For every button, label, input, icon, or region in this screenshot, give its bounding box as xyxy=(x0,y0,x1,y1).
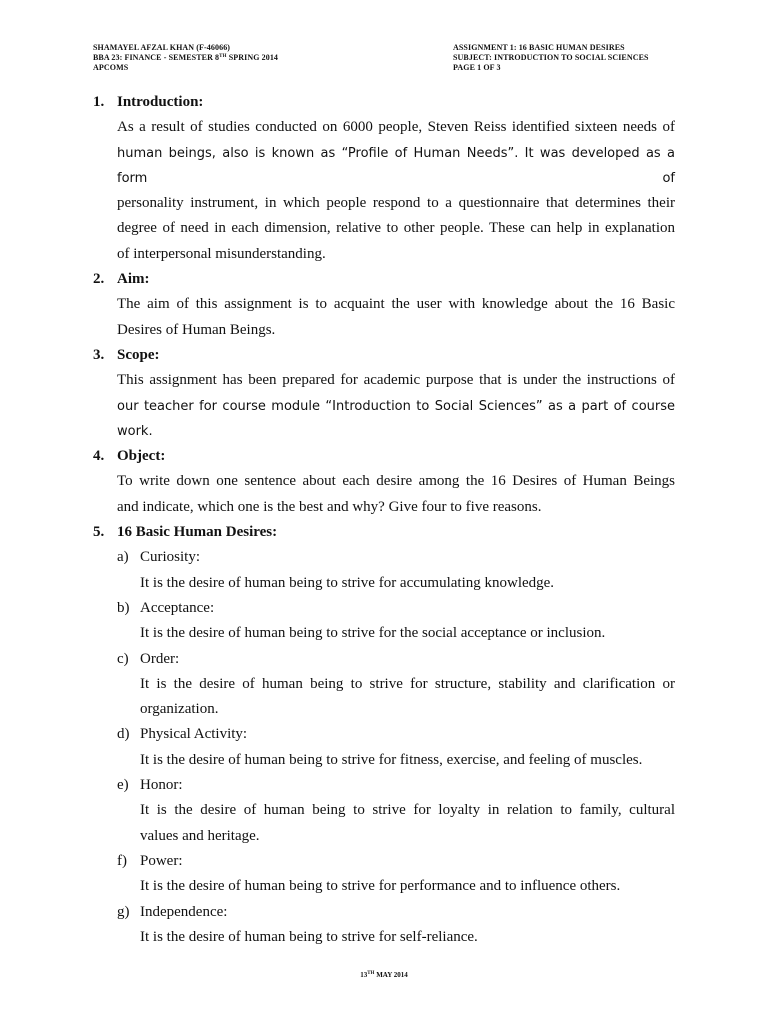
header-left xyxy=(93,43,278,73)
desire-description: It is the desire of human being to strive for fitness, exercise, and feeling of muscles. xyxy=(140,751,643,768)
section-heading: 4. Object: xyxy=(93,448,166,465)
desire-description: It is the desire of human being to strive for performance and to influence others. xyxy=(140,878,621,895)
author-name: SHAMAYEL AFZAL KHAN (F-46066) xyxy=(93,43,231,52)
subject-line: SUBJECT: INTRODUCTION TO SOCIAL SCIENCES xyxy=(453,53,649,62)
desire-item: g) Independence: xyxy=(117,903,228,920)
desire-description: It is the desire of human being to strive for loyalty in relation to family, cultural values and heritage. xyxy=(140,802,675,844)
section-heading: 1. Introduction: xyxy=(93,94,204,110)
desire-item: c) Order: xyxy=(117,650,180,667)
section-heading: 5. 16 Basic Human Desires: xyxy=(93,524,278,541)
section-heading: 3. Scope: xyxy=(93,346,160,363)
program-line: BBA 23: FINANCE - SEMESTER 8TH SPRING 2014 xyxy=(93,53,279,62)
desire-item: e) Honor: xyxy=(117,777,183,794)
section-paragraph: As a result of studies conducted on 6000 people, Steven Reiss identified sixteen needs of human beings, also is known as “Profile of Human Needs”. It was developed as a form of personality instrument, in which people respond to a questionnaire that determines their degree of need in each dimension, relative to other people. These can help in explanation of interpersonal misunderstanding. xyxy=(117,119,675,262)
page-number: PAGE 1 OF 3 xyxy=(453,63,501,72)
desire-description: It is the desire of human being to strive for accumulating knowledge. xyxy=(140,574,555,591)
assignment-title: ASSIGNMENT 1: 16 BASIC HUMAN DESIRES xyxy=(453,43,625,52)
section-paragraph: To write down one sentence about each desire among the 16 Desires of Human Beings and indicate, which one is the best and why? Give four to five reasons. xyxy=(117,473,675,515)
section-paragraph: This assignment has been prepared for academic purpose that is under the instructions of our teacher for course module “Introduction to Social Sciences” as a part of course work. xyxy=(117,372,675,439)
section-heading: 2. Aim: xyxy=(93,271,150,288)
document-body xyxy=(93,90,675,950)
desire-item: d) Physical Activity: xyxy=(117,726,248,743)
header-right xyxy=(453,43,649,73)
desire-description: It is the desire of human being to strive for the social acceptance or inclusion. xyxy=(140,625,606,642)
footer-date: 13TH MAY 2014 xyxy=(360,971,408,979)
section-paragraph: The aim of this assignment is to acquaint the user with knowledge about the 16 Basic Desires of Human Beings. xyxy=(117,296,675,338)
desire-description: It is the desire of human being to strive for self-reliance. xyxy=(140,928,478,945)
institution: APCOMS xyxy=(93,63,129,72)
desire-description: It is the desire of human being to strive for structure, stability and clarification or organization. xyxy=(140,675,675,718)
desire-item: b) Acceptance: xyxy=(117,599,215,616)
desire-item: f) Power: xyxy=(117,852,183,869)
desire-item: a) Curiosity: xyxy=(117,549,201,566)
